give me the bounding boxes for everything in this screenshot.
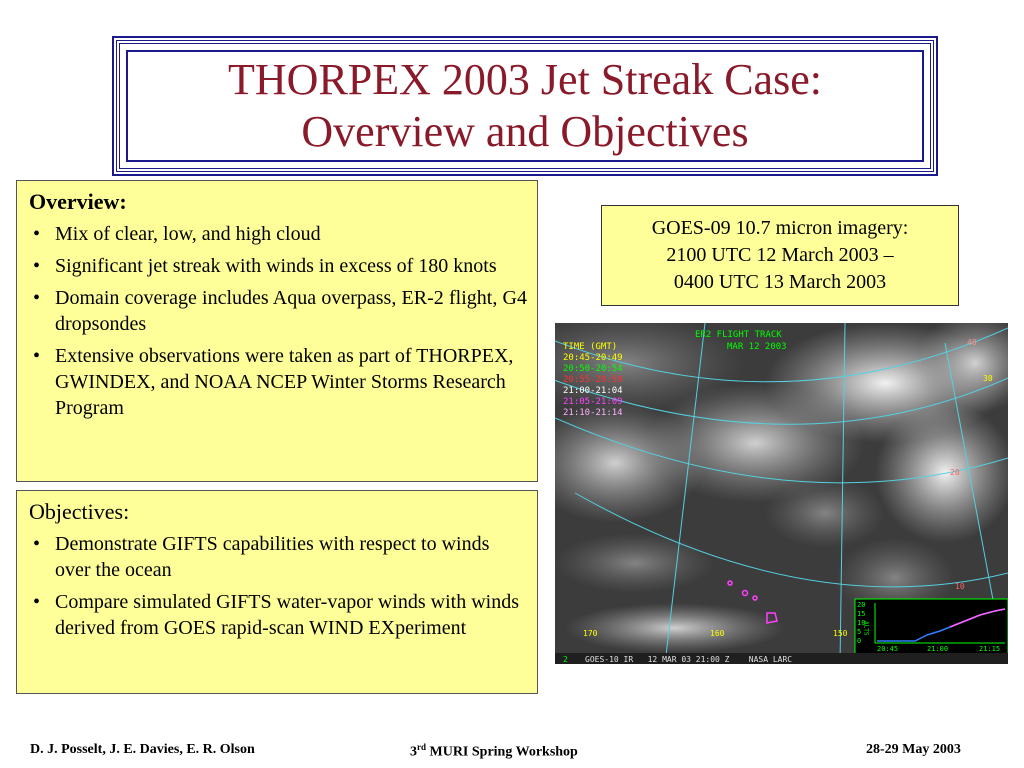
legend-header: TIME (GMT) [563,342,618,352]
lat-label: 10 [955,582,965,591]
footer-authors: D. J. Posselt, J. E. Davies, E. R. Olson [30,742,255,757]
footer-date: 28-29 May 2003 [866,742,961,757]
objectives-item: • Demonstrate GIFTS capabilities with respect to winds over the ocean [29,531,527,583]
inset-x-tick: 21:15 [979,645,1001,653]
cloud-mass [765,478,885,548]
inset-y-tick: 10 [857,619,866,627]
cloud-mass [565,603,785,653]
legend-entry: 20:45-20:49 [563,353,623,363]
lon-label: 170 [583,629,598,638]
caption-line-2: 2100 UTC 12 March 2003 – [666,244,894,266]
title-line-2: Overview and Objectives [301,107,749,156]
overview-panel [16,180,538,482]
lat-label: 40 [967,338,977,347]
altitude-inset [855,599,1008,660]
title-box [116,40,934,172]
satellite-image-svg [555,323,1008,664]
inset-y-tick: 20 [857,601,866,609]
flight-date-text: MAR 12 2003 [727,342,787,352]
bottom-bar-text: GOES-10 IR 12 MAR 03 21:00 Z NASA LARC [585,655,793,664]
objectives-item: • Compare simulated GIFTS water-vapor winds with winds derived from GOES rapid-scan WIND EXperiment [29,589,527,641]
lat-label: 20 [950,468,960,477]
overview-list [29,221,527,421]
overview-item: • Mix of clear, low, and high cloud [29,221,527,247]
cloud-mass [555,533,715,593]
legend-entry: 21:10-21:14 [563,408,623,418]
inset-x-tick: 20:45 [877,645,899,653]
overview-item: • Significant jet streak with winds in excess of 180 knots [29,253,527,279]
legend-entry: 21:05-21:09 [563,397,623,407]
imagery-caption [601,205,959,306]
inset-y-letters: ALTS [862,621,870,636]
title-inner-border [126,50,924,162]
inset-y-tick: 5 [857,628,862,636]
lon-label: 160 [710,629,725,638]
legend-entry: 20:55-20:59 [563,375,623,385]
overview-heading: Overview: [29,189,127,214]
caption-line-3: 0400 UTC 13 March 2003 [673,271,887,293]
inset-x-tick: 21:00 [927,645,949,653]
overview-item: • Domain coverage includes Aqua overpass, ER-2 flight, G4 dropsondes [29,285,527,337]
bottom-bar-num: 2 [563,655,568,664]
footer-workshop-rest: MURI Spring Workshop [426,744,578,760]
inset-y-tick: 15 [857,610,866,618]
legend-entry: 20:50-20:54 [563,364,623,374]
lat-label: 30 [983,374,993,383]
flight-legend [563,342,623,418]
legend-entry: 21:00-21:04 [563,386,623,396]
footer-workshop-num: 3 [410,744,417,760]
satellite-image [555,323,1008,664]
flight-title-text: ER2 FLIGHT TRACK [695,330,782,340]
title-line-1: THORPEX 2003 Jet Streak Case: [228,55,822,104]
footer-workshop [410,742,578,761]
overview-item: • Extensive observations were taken as part of THORPEX, GWINDEX, and NOAA NCEP Winter Storms Research Program [29,343,527,421]
objectives-heading: Objectives: [29,499,130,524]
lon-label: 150 [833,629,848,638]
inset-y-tick: 0 [857,637,862,645]
objectives-list [29,531,527,641]
footer-workshop-sup: rd [417,742,426,752]
objectives-panel [16,490,538,694]
caption-line-1: GOES-09 10.7 micron imagery: [651,217,909,239]
